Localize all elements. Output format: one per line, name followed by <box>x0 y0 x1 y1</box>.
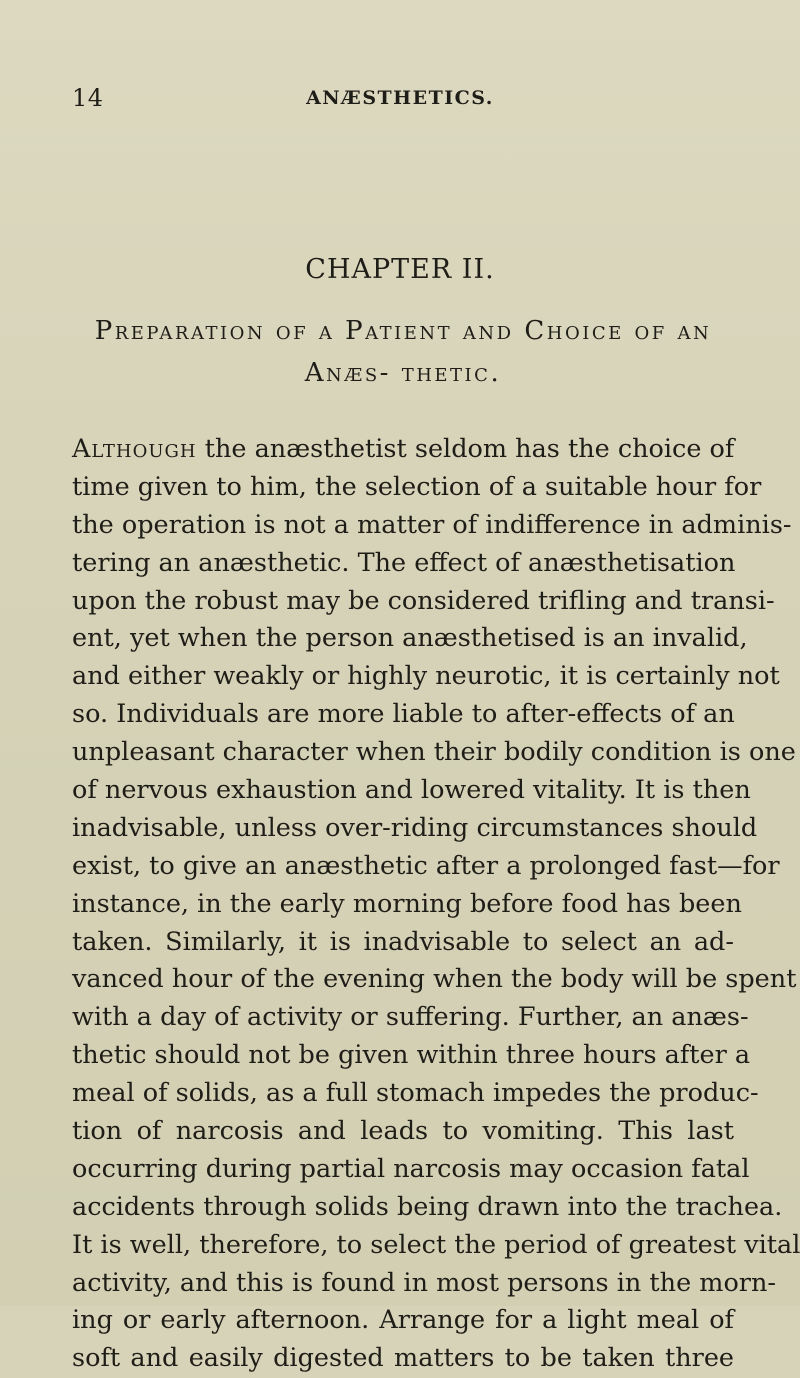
text-line: occurring during partial narcosis may occasion fatal <box>72 1153 750 1184</box>
text-line: of nervous exhaustion and lowered vitality. It is then <box>72 775 751 806</box>
text-line: and either weakly or highly neurotic, it is certainly not <box>72 661 780 692</box>
text-line: meal of solids, as a full stomach impedes the produc- <box>72 1078 759 1109</box>
running-title: ANÆSTHETICS. <box>306 87 494 109</box>
text-line: Although the anæsthetist seldom has the choice of <box>72 434 735 464</box>
body-text <box>72 431 800 1378</box>
text-line: soft and easily digested matters to be taken three <box>72 1343 734 1374</box>
text-line: exist, to give an anæsthetic after a prolonged fast—for <box>72 850 780 881</box>
text-line: ing or early afternoon. Arrange for a light meal of <box>72 1305 734 1336</box>
text-line: tion of narcosis and leads to vomiting. This last <box>72 1116 734 1147</box>
text-line: instance, in the early morning before food has been <box>72 888 742 919</box>
text-line: taken. Similarly, it is inadvisable to select an ad- <box>72 926 734 957</box>
text-line: unpleasant character when their bodily condition is one <box>72 737 796 768</box>
text-line: time given to him, the selection of a suitable hour for <box>72 471 762 502</box>
text-line: the operation is not a matter of indifference in adminis- <box>72 509 792 540</box>
page-number: 14 <box>72 84 104 112</box>
text-line: tering an anæsthetic. The effect of anæsthetisation <box>72 547 736 578</box>
text-line: accidents through solids being drawn into the trachea. <box>72 1191 783 1222</box>
text-line: vanced hour of the evening when the body will be spent <box>72 964 797 995</box>
section-title: Preparation of a Patient and Choice of an Anæs- thetic. <box>94 316 712 388</box>
text-line: activity, and this is found in most persons in the morn- <box>72 1267 777 1298</box>
text-line: thetic should not be given within three hours after a <box>72 1040 751 1071</box>
opening-word: Although <box>72 434 197 464</box>
text-line: ent, yet when the person anæsthetised is an invalid, <box>72 623 748 654</box>
running-head <box>72 84 728 114</box>
text-line: upon the robust may be considered trifling and transi- <box>72 585 775 616</box>
text-line: so. Individuals are more liable to after-effects of an <box>72 699 735 730</box>
chapter-heading: CHAPTER II. <box>305 254 495 285</box>
text-line: inadvisable, unless over-riding circumstances should <box>72 812 758 843</box>
text-line: with a day of activity or suffering. Further, an anæs- <box>72 1002 749 1033</box>
text-line: It is well, therefore, to select the period of greatest vital <box>72 1229 800 1260</box>
